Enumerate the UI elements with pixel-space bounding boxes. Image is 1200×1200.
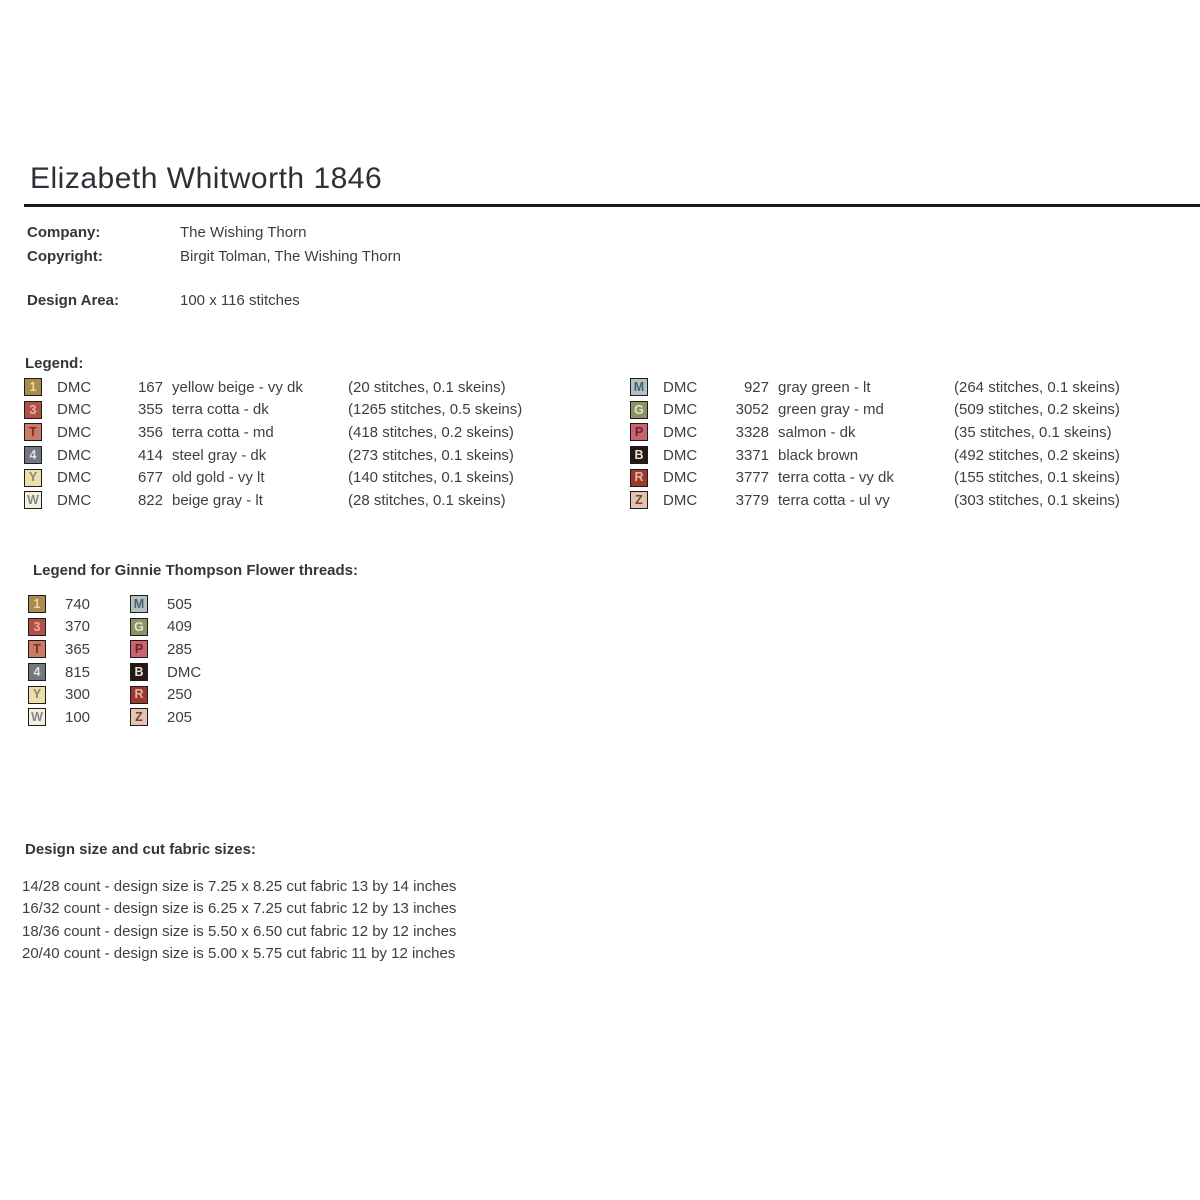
thread-code: 355: [137, 401, 163, 419]
legend-row: [630, 466, 1120, 489]
thread-name: terra cotta - dk: [172, 401, 269, 419]
symbol-swatch: P: [130, 640, 148, 658]
legend-row: [24, 376, 522, 399]
thread-name: green gray - md: [778, 401, 884, 419]
thread-usage: (264 stitches, 0.1 skeins): [954, 378, 1120, 396]
ginnie-code: 505: [167, 595, 193, 613]
ginnie-row: [130, 661, 201, 684]
ginnie-row: [28, 616, 90, 639]
thread-brand: DMC: [57, 401, 92, 419]
thread-name: gray green - lt: [778, 378, 871, 396]
symbol-swatch: T: [28, 640, 46, 658]
symbol-swatch: W: [28, 708, 46, 726]
symbol-swatch: R: [130, 686, 148, 704]
ginnie-row: [130, 706, 201, 729]
symbol-swatch: P: [630, 423, 648, 441]
ginnie-column-left: [28, 593, 90, 729]
legend-row: [24, 466, 522, 489]
thread-code: 3052: [735, 401, 769, 419]
thread-usage: (418 stitches, 0.2 skeins): [348, 423, 514, 441]
design-area-row: [27, 292, 300, 309]
symbol-swatch: B: [630, 446, 648, 464]
thread-name: terra cotta - ul vy: [778, 491, 890, 509]
symbol-swatch: Y: [28, 686, 46, 704]
ginnie-code: 250: [167, 686, 193, 704]
company-value: The Wishing Thorn: [180, 224, 307, 241]
thread-usage: (35 stitches, 0.1 skeins): [954, 423, 1112, 441]
symbol-swatch: 1: [24, 378, 42, 396]
thread-usage: (140 stitches, 0.1 skeins): [348, 469, 514, 487]
copyright-value: Birgit Tolman, The Wishing Thorn: [180, 248, 401, 265]
thread-brand: DMC: [663, 446, 698, 464]
thread-code: 927: [743, 378, 769, 396]
copyright-label: Copyright:: [27, 248, 103, 265]
sizes-list: [22, 876, 456, 965]
thread-usage: (492 stitches, 0.2 skeins): [954, 446, 1120, 464]
ginnie-column-right: [130, 593, 201, 729]
symbol-swatch: W: [24, 491, 42, 509]
ginnie-row: [28, 638, 90, 661]
size-line: 16/32 count - design size is 6.25 x 7.25 cut fabric 12 by 13 inches: [22, 900, 457, 918]
thread-code: 356: [137, 423, 163, 441]
legend-column-left: [24, 376, 522, 512]
ginnie-code: 740: [65, 595, 91, 613]
ginnie-code: 285: [167, 640, 193, 658]
sizes-heading: Design size and cut fabric sizes:: [25, 841, 256, 858]
thread-code: 822: [137, 491, 163, 509]
ginnie-code: 409: [167, 618, 193, 636]
legend-column-right: [630, 376, 1120, 512]
thread-brand: DMC: [57, 378, 92, 396]
copyright-row: [27, 248, 401, 265]
legend-row: [24, 421, 522, 444]
symbol-swatch: 3: [24, 401, 42, 419]
thread-name: salmon - dk: [778, 423, 856, 441]
ginnie-row: [28, 661, 90, 684]
symbol-swatch: Z: [130, 708, 148, 726]
legend-row: [630, 444, 1120, 467]
symbol-swatch: B: [130, 663, 148, 681]
legend-row: [24, 444, 522, 467]
legend-row: [24, 399, 522, 422]
design-area-value: 100 x 116 stitches: [180, 292, 300, 309]
thread-brand: DMC: [663, 401, 698, 419]
symbol-swatch: R: [630, 469, 648, 487]
thread-code: 414: [137, 446, 163, 464]
thread-name: old gold - vy lt: [172, 469, 265, 487]
thread-brand: DMC: [57, 491, 92, 509]
ginnie-code: DMC: [167, 663, 202, 681]
symbol-swatch: Z: [630, 491, 648, 509]
thread-brand: DMC: [57, 423, 92, 441]
thread-usage: (20 stitches, 0.1 skeins): [348, 378, 506, 396]
symbol-swatch: Y: [24, 469, 42, 487]
thread-brand: DMC: [57, 446, 92, 464]
thread-code: 3779: [735, 491, 769, 509]
thread-usage: (155 stitches, 0.1 skeins): [954, 469, 1120, 487]
thread-usage: (273 stitches, 0.1 skeins): [348, 446, 514, 464]
thread-usage: (28 stitches, 0.1 skeins): [348, 491, 506, 509]
thread-code: 3371: [735, 446, 769, 464]
thread-name: yellow beige - vy dk: [172, 378, 303, 396]
symbol-swatch: M: [630, 378, 648, 396]
thread-brand: DMC: [57, 469, 92, 487]
ginnie-row: [28, 683, 90, 706]
thread-brand: DMC: [663, 469, 698, 487]
ginnie-code: 365: [65, 640, 91, 658]
size-line: 20/40 count - design size is 5.00 x 5.75 cut fabric 11 by 12 inches: [22, 944, 456, 962]
company-row: [27, 224, 306, 241]
thread-name: black brown: [778, 446, 859, 464]
design-area-label: Design Area:: [27, 292, 119, 309]
thread-code: 3777: [735, 469, 769, 487]
thread-code: 677: [137, 469, 163, 487]
symbol-swatch: G: [630, 401, 648, 419]
thread-brand: DMC: [663, 423, 698, 441]
thread-usage: (509 stitches, 0.2 skeins): [954, 401, 1120, 419]
thread-usage: (1265 stitches, 0.5 skeins): [348, 401, 523, 419]
ginnie-code: 300: [65, 686, 91, 704]
title-divider: [24, 204, 1200, 207]
legend-row: [630, 489, 1120, 512]
symbol-swatch: M: [130, 595, 148, 613]
thread-usage: (303 stitches, 0.1 skeins): [954, 491, 1120, 509]
symbol-swatch: 4: [24, 446, 42, 464]
thread-code: 167: [137, 378, 163, 396]
legend-row: [24, 489, 522, 512]
thread-name: beige gray - lt: [172, 491, 263, 509]
symbol-swatch: 1: [28, 595, 46, 613]
ginnie-code: 370: [65, 618, 91, 636]
legend-heading: Legend:: [25, 355, 84, 372]
thread-name: terra cotta - md: [172, 423, 274, 441]
symbol-swatch: 3: [28, 618, 46, 636]
symbol-swatch: T: [24, 423, 42, 441]
ginnie-row: [130, 593, 201, 616]
thread-name: steel gray - dk: [172, 446, 267, 464]
thread-brand: DMC: [663, 378, 698, 396]
thread-brand: DMC: [663, 491, 698, 509]
symbol-swatch: G: [130, 618, 148, 636]
legend-row: [630, 421, 1120, 444]
size-line: 14/28 count - design size is 7.25 x 8.25 cut fabric 13 by 14 inches: [22, 878, 457, 895]
ginnie-row: [130, 638, 201, 661]
thread-code: 3328: [735, 423, 769, 441]
size-line: 18/36 count - design size is 5.50 x 6.50 cut fabric 12 by 12 inches: [22, 922, 457, 940]
ginnie-row: [130, 616, 201, 639]
legend-row: [630, 399, 1120, 422]
ginnie-row: [28, 593, 90, 616]
ginnie-legend-heading: Legend for Ginnie Thompson Flower threads:: [33, 562, 359, 579]
legend-row: [630, 376, 1120, 399]
ginnie-row: [130, 683, 201, 706]
page-title: Elizabeth Whitworth 1846: [30, 162, 383, 195]
ginnie-row: [28, 706, 90, 729]
symbol-swatch: 4: [28, 663, 46, 681]
ginnie-code: 100: [65, 708, 91, 726]
company-label: Company:: [27, 224, 101, 241]
thread-name: terra cotta - vy dk: [778, 469, 894, 487]
ginnie-code: 205: [167, 708, 193, 726]
ginnie-code: 815: [65, 663, 91, 681]
